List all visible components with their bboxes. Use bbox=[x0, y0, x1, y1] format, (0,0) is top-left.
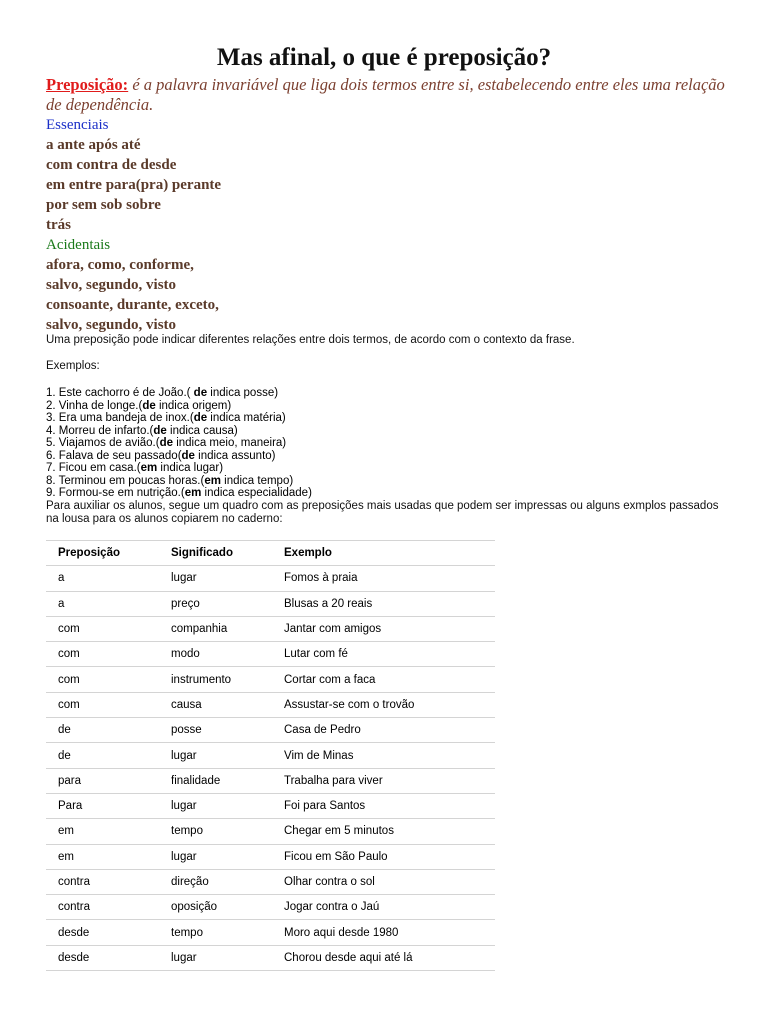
table-cell: tempo bbox=[159, 920, 272, 945]
table-row bbox=[46, 844, 495, 869]
table-row bbox=[46, 768, 495, 793]
table-row bbox=[46, 692, 495, 717]
table-cell: causa bbox=[159, 692, 272, 717]
table-cell: finalidade bbox=[159, 768, 272, 793]
table-cell: Fomos à praia bbox=[272, 566, 495, 591]
table-cell: Ficou em São Paulo bbox=[272, 844, 495, 869]
table-row bbox=[46, 667, 495, 692]
table-cell: Trabalha para viver bbox=[272, 768, 495, 793]
table-cell: lugar bbox=[159, 743, 272, 768]
table-cell: em bbox=[46, 819, 159, 844]
example-item: 1. Este cachorro é de João.( de indica posse) bbox=[46, 387, 279, 399]
table-row bbox=[46, 566, 495, 591]
example-item: 8. Terminou em poucas horas.(em indica tempo) bbox=[46, 474, 294, 487]
table-row bbox=[46, 642, 495, 667]
prepositions-table bbox=[46, 540, 495, 971]
acidentais-line: salvo, segundo, visto bbox=[46, 317, 177, 333]
essenciais-heading: Essenciais bbox=[46, 117, 109, 133]
aux-text: Para auxiliar os alunos, segue um quadro com as preposições mais usadas que podem ser impressas ou alguns exmplos passados na lousa para os alunos copiarem no caderno: bbox=[46, 500, 719, 525]
table-row bbox=[46, 743, 495, 768]
table-row bbox=[46, 718, 495, 743]
table-cell: de bbox=[46, 718, 159, 743]
definition-term: Preposição: bbox=[46, 75, 129, 94]
table-cell: em bbox=[46, 844, 159, 869]
table-cell: com bbox=[46, 692, 159, 717]
column-header: Significado bbox=[159, 541, 272, 566]
table-row bbox=[46, 895, 495, 920]
table-cell: desde bbox=[46, 920, 159, 945]
acidentais-heading: Acidentais bbox=[46, 237, 111, 253]
table-row bbox=[46, 819, 495, 844]
definition-text: é a palavra invariável que liga dois termos entre si, estabelecendo entre eles uma relação de dependência. bbox=[46, 75, 725, 114]
examples-list bbox=[46, 387, 312, 500]
example-item: 2. Vinha de longe.(de indica origem) bbox=[46, 399, 232, 412]
essenciais-line: com contra de desde bbox=[46, 157, 177, 173]
table-cell: modo bbox=[159, 642, 272, 667]
essenciais-line: a ante após até bbox=[46, 137, 141, 153]
example-item: 5. Viajamos de avião.(de indica meio, maneira) bbox=[46, 437, 287, 449]
example-item: 3. Era uma bandeja de inox.(de indica matéria) bbox=[46, 412, 286, 424]
table-header-row bbox=[46, 541, 495, 566]
table-cell: de bbox=[46, 743, 159, 768]
table-cell: Chegar em 5 minutos bbox=[272, 819, 495, 844]
table-cell: Assustar-se com o trovão bbox=[272, 692, 495, 717]
column-header: Exemplo bbox=[272, 541, 495, 566]
table-cell: lugar bbox=[159, 793, 272, 818]
table-cell: Para bbox=[46, 793, 159, 818]
examples-label: Exemplos: bbox=[46, 360, 100, 372]
table-cell: tempo bbox=[159, 819, 272, 844]
table-cell: companhia bbox=[159, 616, 272, 641]
table-cell: Lutar com fé bbox=[272, 642, 495, 667]
table-cell: a bbox=[46, 591, 159, 616]
table-row bbox=[46, 945, 495, 970]
table-cell: Vim de Minas bbox=[272, 743, 495, 768]
acidentais-line: afora, como, conforme, bbox=[46, 257, 194, 273]
table-cell: posse bbox=[159, 718, 272, 743]
table-cell: lugar bbox=[159, 566, 272, 591]
example-item: 9. Formou-se em nutrição.(em indica especialidade) bbox=[46, 487, 312, 499]
table-cell: lugar bbox=[159, 945, 272, 970]
table-cell: Cortar com a faca bbox=[272, 667, 495, 692]
table-cell: com bbox=[46, 642, 159, 667]
table-cell: direção bbox=[159, 869, 272, 894]
table-row bbox=[46, 793, 495, 818]
table-cell: instrumento bbox=[159, 667, 272, 692]
example-item: 7. Ficou em casa.(em indica lugar) bbox=[46, 462, 224, 474]
table-cell: Moro aqui desde 1980 bbox=[272, 920, 495, 945]
acidentais-line: consoante, durante, exceto, bbox=[46, 297, 219, 313]
table-cell: para bbox=[46, 768, 159, 793]
table-cell: Jantar com amigos bbox=[272, 616, 495, 641]
table-cell: Foi para Santos bbox=[272, 793, 495, 818]
table-cell: Chorou desde aqui até lá bbox=[272, 945, 495, 970]
essenciais-line: por sem sob sobre bbox=[46, 197, 161, 213]
table-cell: a bbox=[46, 566, 159, 591]
example-item: 4. Morreu de infarto.(de indica causa) bbox=[46, 424, 238, 437]
acidentais-line: salvo, segundo, visto bbox=[46, 277, 177, 293]
table-row bbox=[46, 616, 495, 641]
table-cell: contra bbox=[46, 869, 159, 894]
table-cell: oposição bbox=[159, 895, 272, 920]
essenciais-line: trás bbox=[46, 217, 71, 233]
intro-text: Uma preposição pode indicar diferentes relações entre dois termos, de acordo com o contexto da frase. bbox=[46, 334, 575, 346]
table-cell: preço bbox=[159, 591, 272, 616]
table-cell: Olhar contra o sol bbox=[272, 869, 495, 894]
table-cell: com bbox=[46, 616, 159, 641]
table-row bbox=[46, 869, 495, 894]
table-cell: lugar bbox=[159, 844, 272, 869]
table-row bbox=[46, 591, 495, 616]
table-row bbox=[46, 920, 495, 945]
table-cell: Jogar contra o Jaú bbox=[272, 895, 495, 920]
page-title: Mas afinal, o que é preposição? bbox=[216, 44, 552, 71]
essenciais-line: em entre para(pra) perante bbox=[46, 177, 222, 193]
definition-paragraph bbox=[46, 75, 726, 115]
table-cell: desde bbox=[46, 945, 159, 970]
table-cell: Casa de Pedro bbox=[272, 718, 495, 743]
table-cell: contra bbox=[46, 895, 159, 920]
table-cell: Blusas a 20 reais bbox=[272, 591, 495, 616]
example-item: 6. Falava de seu passado(de indica assunto) bbox=[46, 449, 276, 462]
table-cell: com bbox=[46, 667, 159, 692]
column-header: Preposição bbox=[46, 541, 159, 566]
